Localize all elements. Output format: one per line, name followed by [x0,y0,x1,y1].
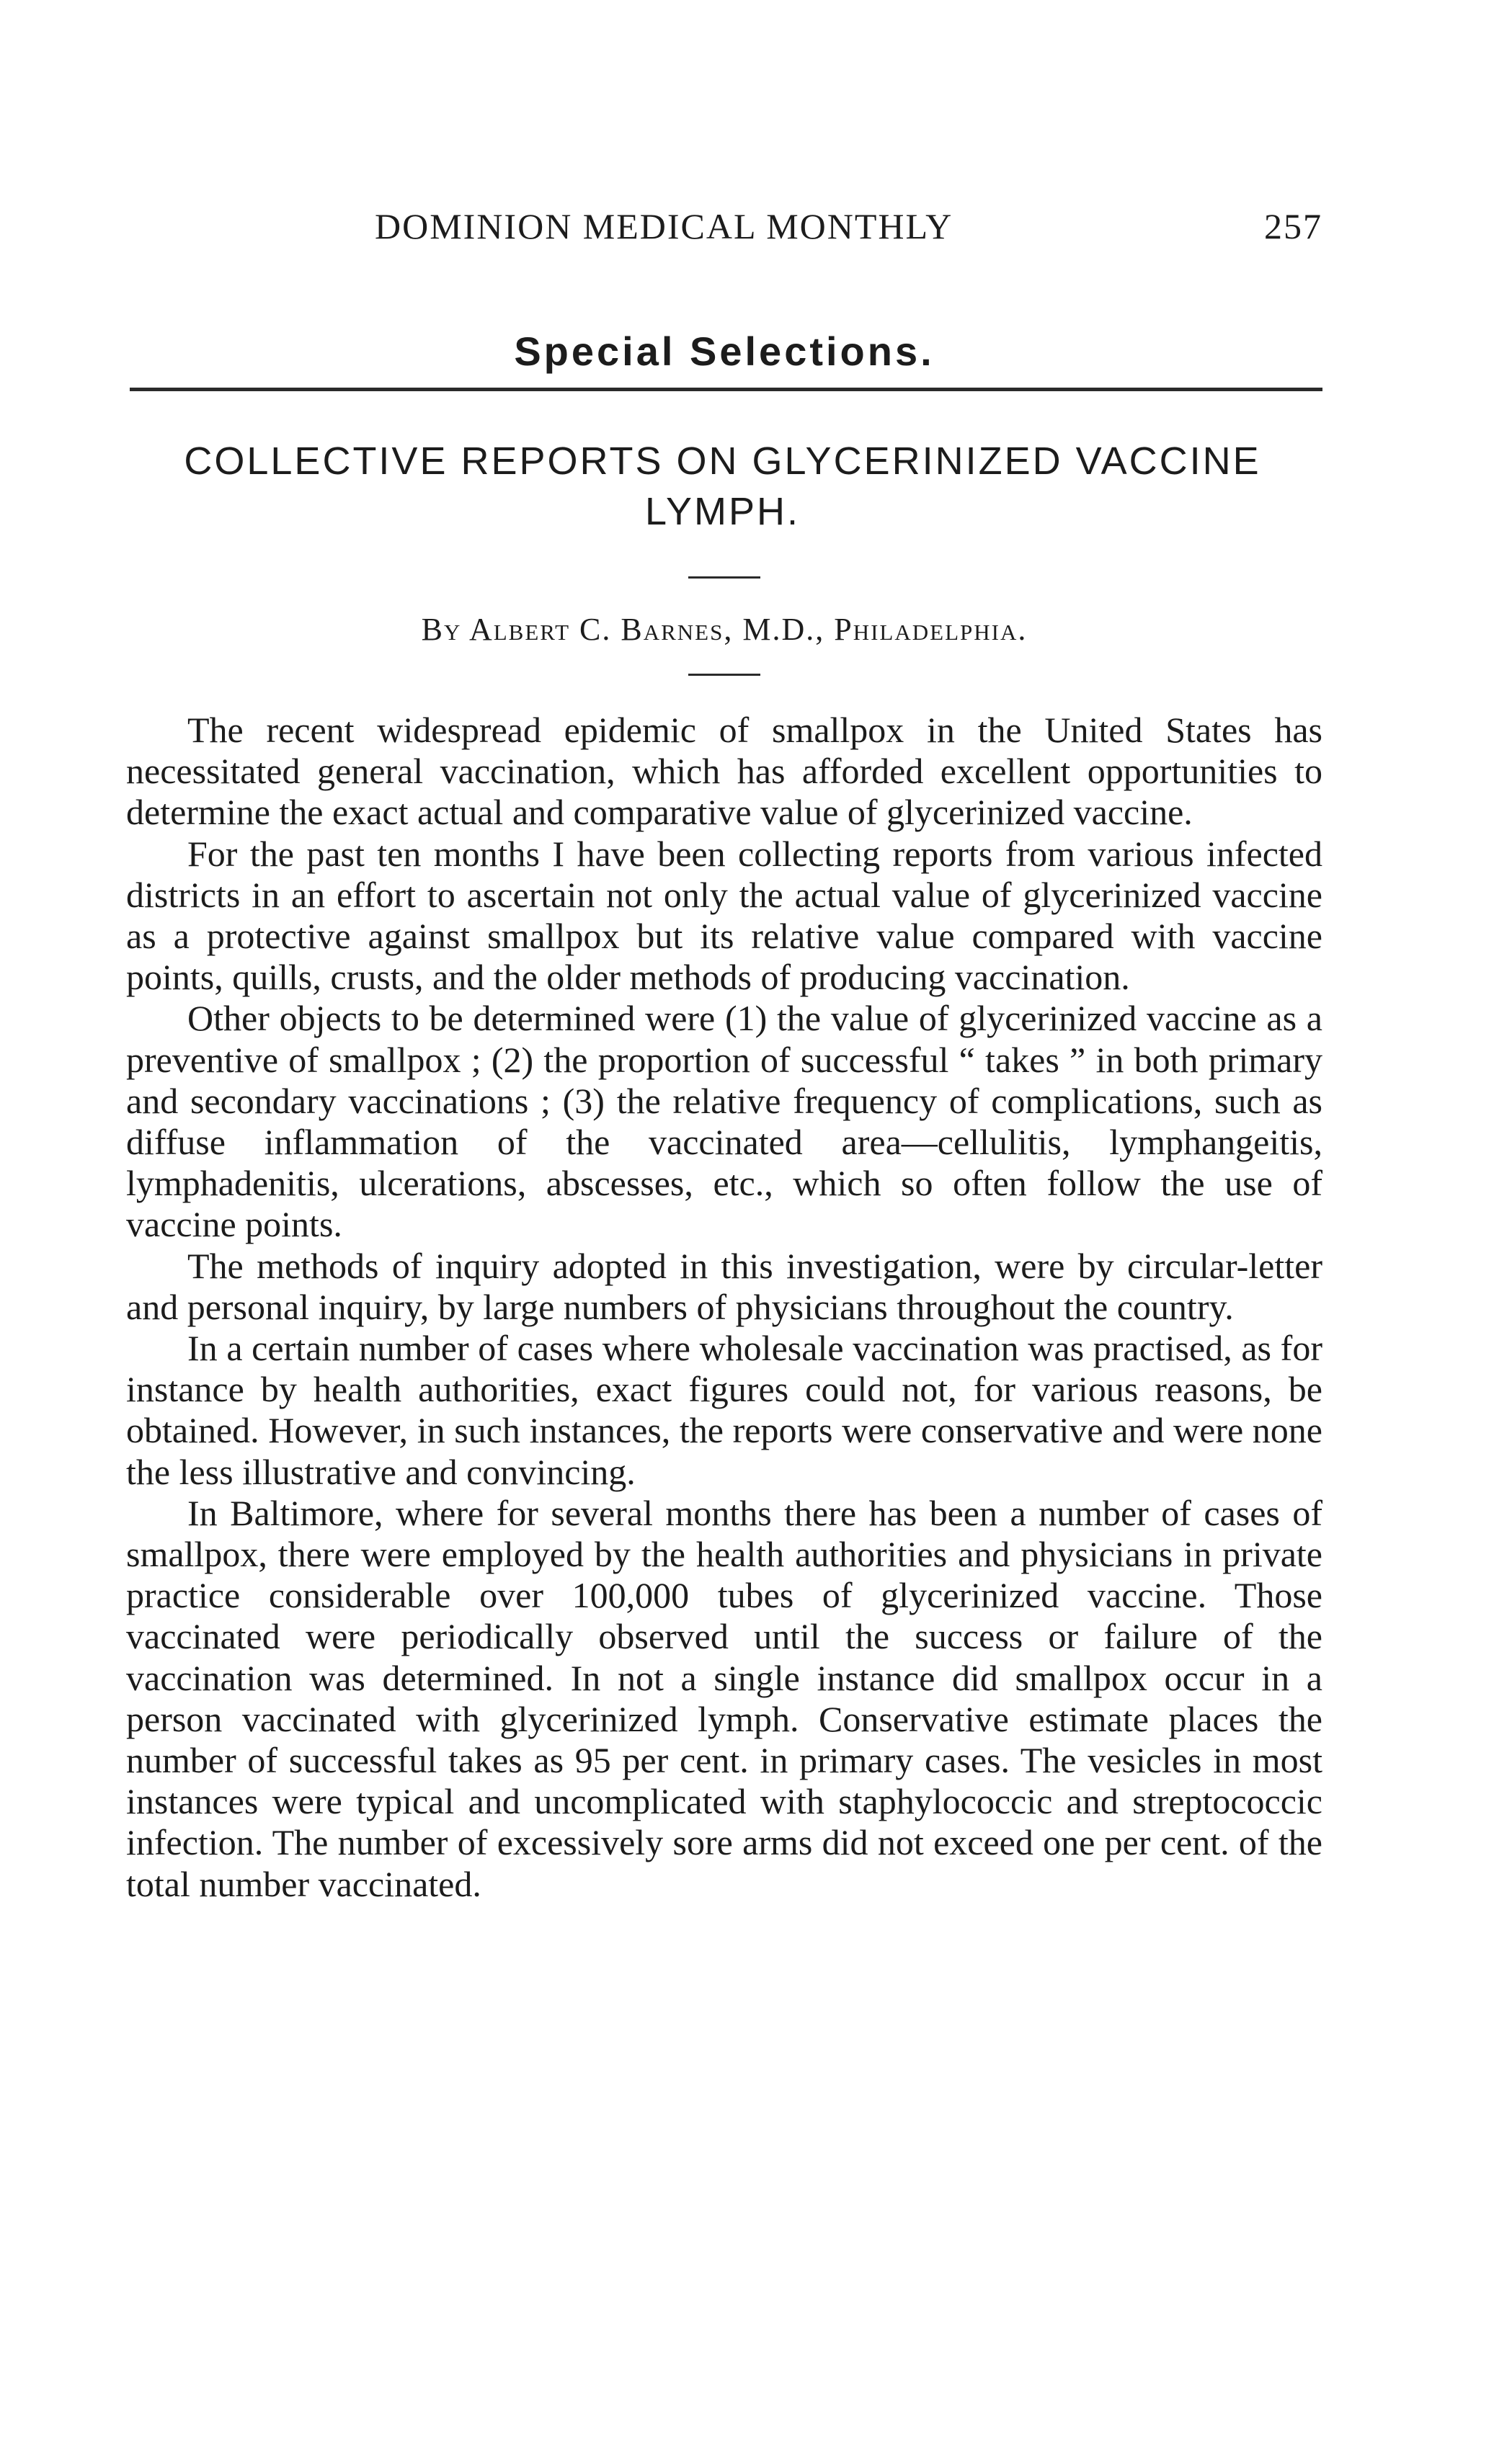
paragraph: The methods of inquiry adopted in this investigation, were by circular-letter and personal inquiry, by large numbers of physicians throughout the country. [126,1245,1322,1327]
byline-divider [688,674,760,676]
section-title: Special Selections. [514,329,935,374]
article-title-line-2: LYMPH. [644,490,801,533]
paragraph: The recent widespread epidemic of smallpox in the United States has necessitated general vaccination, which has afforded excellent opportunities to determine the exact actual and comparative value of glycerinized vaccine. [126,710,1322,833]
running-title: DOMINION MEDICAL MONTHLY [375,206,953,246]
section-divider [130,388,1322,391]
byline: By Albert C. Barnes, M.D., Philadelphia. [421,612,1028,647]
paragraph: In a certain number of cases where wholesale vaccination was practised, as for instance by health authorities, exact figures could not, for various reasons, be obtained. However, in such instances, the reports were conservative and were none the less illustrative and convincing. [126,1328,1322,1492]
running-head [126,205,1322,256]
paragraph: For the past ten months I have been collecting reports from various infected districts in an effort to ascertain not only the actual value of glycerinized vaccine as a protective against smallpox but its relative value compared with vaccine points, quills, crusts, and the older methods of producing vaccination. [126,833,1322,998]
article-body [126,710,1322,1905]
article-title-line-1: COLLECTIVE REPORTS ON GLYCERINIZED VACCINE [184,439,1261,483]
article-title [119,436,1326,537]
paragraph: Other objects to be determined were (1) the value of glycerinized vaccine as a preventive of smallpox ; (2) the proportion of successful “ takes ” in both primary and secondary vaccinations ; (3) the relative frequency of complications, such as diffuse inflammation of the vaccinated area—cellulitis, lymphangeitis, lymphadenitis, ulcerations, abscesses, etc., which so often follow the use of vaccine points. [126,998,1322,1245]
title-divider [688,576,760,579]
page-number: 257 [1264,206,1322,246]
paragraph: In Baltimore, where for several months there has been a number of cases of smallpox, there were employed by the health authorities and physicians in private practice considerable over 100,000 tubes of glycerinized vaccine. Those vaccinated were periodically observed until the success or failure of the vaccination was determined. In not a single instance did smallpox occur in a person vaccinated with glycerinized lymph. Conservative estimate places the number of successful takes as 95 per cent. in primary cases. The vesicles in most instances were typical and uncomplicated with staphylococcic and streptococcic infection. The number of excessively sore arms did not exceed one per cent. of the total number vaccinated. [126,1492,1322,1904]
